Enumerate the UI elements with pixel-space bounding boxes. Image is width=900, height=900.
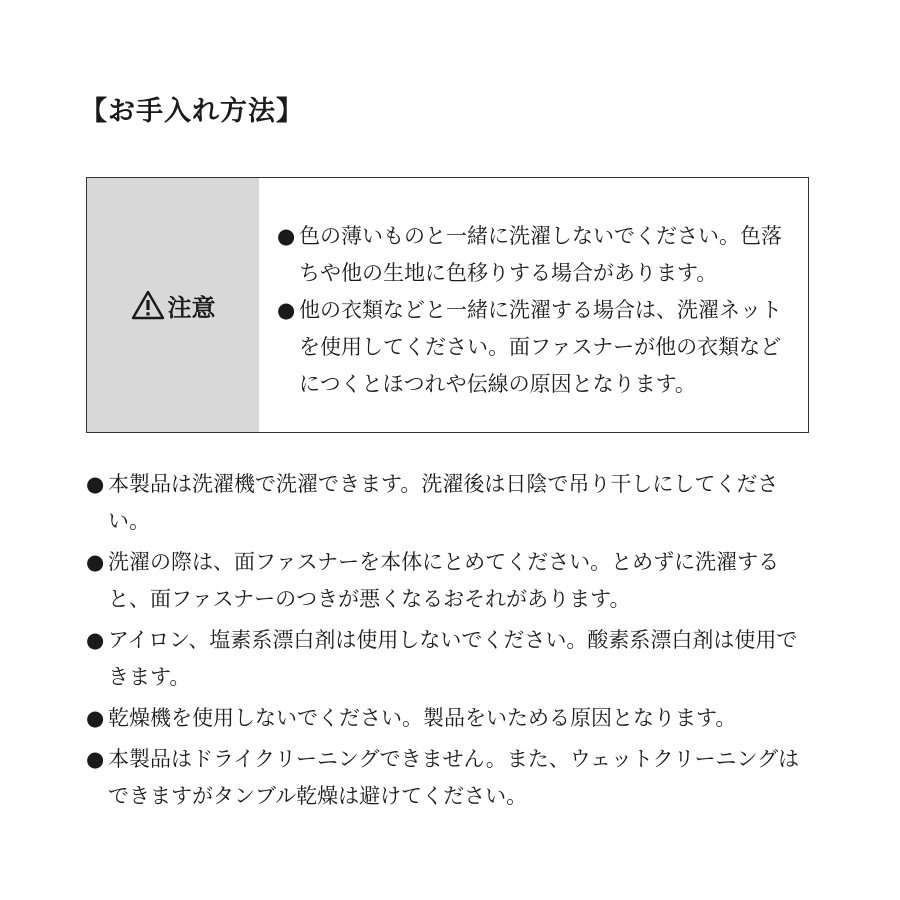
list-item-text: 本製品は洗濯機で洗濯できます。洗濯後は日陰で吊り干しにしてください。	[108, 472, 779, 533]
caution-box	[86, 177, 809, 433]
bullet-icon: ●	[277, 224, 296, 248]
list-item	[86, 544, 816, 618]
list-item-text: 乾燥機を使用しないでください。製品をいためる原因となります。	[108, 706, 737, 730]
caution-heading	[131, 288, 216, 323]
caution-item	[277, 218, 798, 292]
caution-item	[277, 292, 798, 403]
bullet-icon: ●	[86, 550, 105, 574]
list-item	[86, 700, 816, 737]
caution-item-text: 色の薄いものと一緒に洗濯しないでください。色落ちや他の生地に色移りする場合があります。	[299, 224, 782, 285]
bullet-icon: ●	[86, 472, 105, 496]
page-title: 【お手入れ方法】	[80, 96, 304, 127]
caution-text	[259, 178, 808, 432]
list-item-text: アイロン、塩素系漂白剤は使用しないでください。酸素系漂白剤は使用できます。	[108, 628, 798, 689]
bullet-icon: ●	[277, 298, 296, 322]
care-instructions-list	[86, 466, 816, 819]
list-item	[86, 466, 816, 540]
bullet-icon: ●	[86, 747, 105, 771]
bullet-icon: ●	[86, 628, 105, 652]
list-item	[86, 622, 816, 696]
list-item-text: 洗濯の際は、面ファスナーを本体にとめてください。とめずに洗濯すると、面ファスナーのつきが悪くなるおそれがあります。	[108, 550, 780, 611]
bullet-icon: ●	[86, 706, 105, 730]
caution-label-cell	[87, 178, 259, 432]
list-item-text: 本製品はドライクリーニングできません。また、ウェットクリーニングはできますがタンブル乾燥は避けてください。	[108, 747, 800, 808]
caution-item-text: 他の衣類などと一緒に洗濯する場合は、洗濯ネットを使用してください。面ファスナーが他の衣類などにつくとほつれや伝線の原因となります。	[299, 298, 782, 396]
list-item	[86, 741, 816, 815]
warning-triangle-icon	[131, 290, 165, 320]
caution-label: 注意	[167, 293, 216, 322]
